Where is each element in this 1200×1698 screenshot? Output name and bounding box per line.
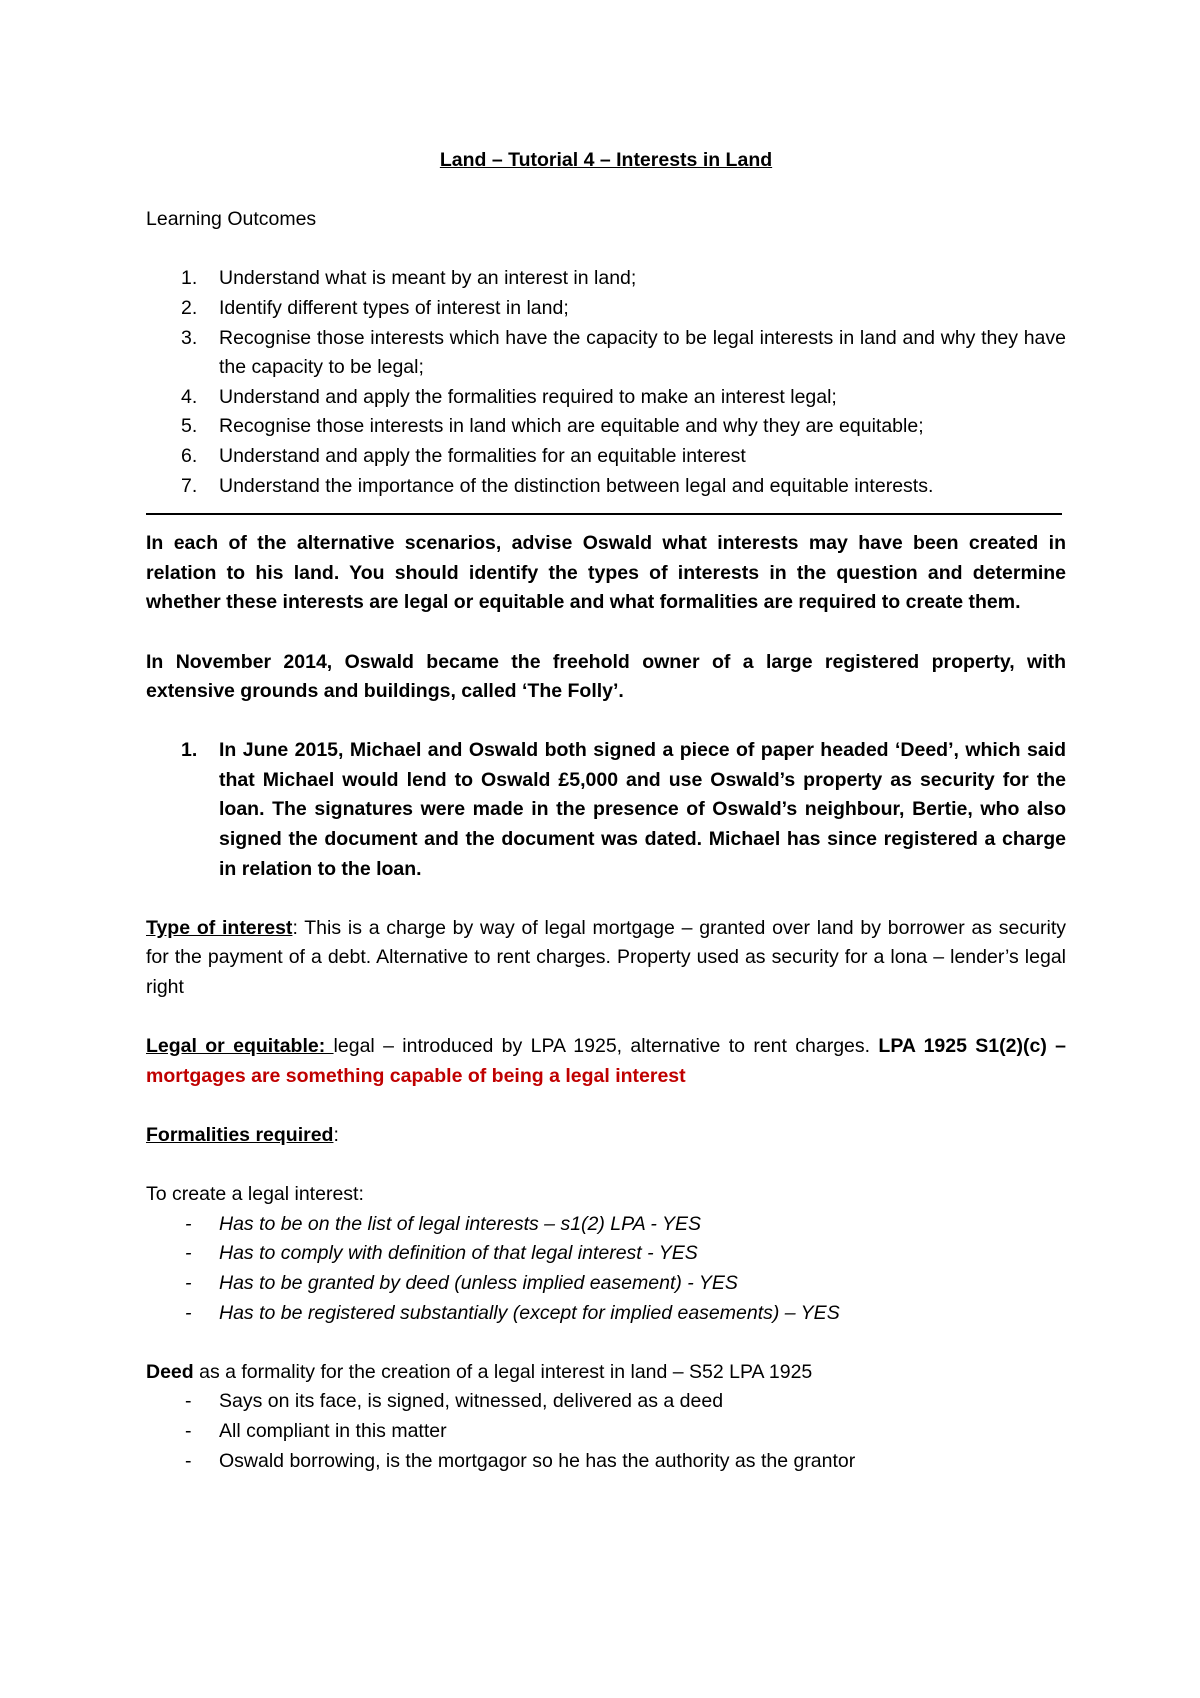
legal-or-equitable-label: Legal or equitable: [146, 1035, 334, 1058]
legal-or-equitable-paragraph: Legal or equitable: legal – introduced by LPA 1925, alternative to rent charges. LPA 1925 S1(2)(c) – mortgages are something capable of being a legal interest [146, 1035, 1066, 1087]
learning-outcomes-heading: Learning Outcomes [146, 208, 317, 231]
legal-requirements-list [146, 1210, 1066, 1328]
deed-heading: Deed as a formality for the creation of a legal interest in land – S52 LPA 1925 [146, 1360, 813, 1383]
list-item: - Says on its face, is signed, witnessed, delivered as a deed [185, 1390, 724, 1413]
list-item: 1. Understand what is meant by an interest in land; [181, 267, 637, 290]
formalities-heading: Formalities required: [146, 1124, 339, 1146]
list-item: - Has to be on the list of legal interests – s1(2) LPA - YES [185, 1212, 701, 1235]
list-item: 3. Recognise those interests which have the capacity to be legal interests in land and why they have the capacity to be legal; [181, 326, 1066, 379]
list-item: - All compliant in this matter [185, 1419, 447, 1442]
scenario-intro: In each of the alternative scenarios, advise Oswald what interests may have been created in relation to his land. You should identify the types of interests in the question and determine whether these interests are legal or equitable and what formalities are required to create them. [146, 532, 1066, 614]
list-item: 5. Recognise those interests in land which are equitable and why they are equitable; [181, 415, 924, 438]
list-item: - Has to be granted by deed (unless implied easement) - YES [185, 1271, 738, 1294]
list-item: - Has to be registered substantially (except for implied easements) – YES [185, 1301, 840, 1324]
list-item: 2. Identify different types of interest in land; [181, 296, 569, 319]
scenario-background: In November 2014, Oswald became the freehold owner of a large registered property, with extensive grounds and buildings, called ‘The Folly’. [146, 650, 1066, 703]
learning-outcomes-list [146, 264, 1066, 501]
section-divider [146, 513, 1062, 515]
list-item: - Has to comply with definition of that legal interest - YES [185, 1242, 698, 1265]
list-item: 1. In June 2015, Michael and Oswald both signed a piece of paper headed ‘Deed’, which said that Michael would lend to Oswald £5,000 and use Oswald’s property as security for the loan. The signatures were made in the presence of Oswald’s neighbour, Bertie, who also signed the document and the document was dated. Michael has since registered a charge in relation to the loan. [181, 739, 1066, 880]
list-item: 4. Understand and apply the formalities required to make an interest legal; [181, 385, 837, 408]
type-of-interest-paragraph: Type of interest: This is a charge by way of legal mortgage – granted over land by borrower as security for the payment of a debt. Alternative to rent charges. Property used as security for a lona – lender’s legal right [146, 916, 1066, 999]
list-item: 7. Understand the importance of the distinction between legal and equitable interests. [181, 474, 934, 497]
create-legal-heading: To create a legal interest: [146, 1183, 364, 1206]
highlighted-note: mortgages are something capable of being a legal interest [146, 1064, 686, 1087]
deed-points-list [146, 1387, 1066, 1476]
document-page [146, 146, 1066, 1476]
list-item: - Oswald borrowing, is the mortgagor so he has the authority as the grantor [185, 1449, 856, 1472]
type-of-interest-label: Type of interest [146, 916, 293, 939]
list-item: 6. Understand and apply the formalities for an equitable interest [181, 444, 746, 467]
document-title: Land – Tutorial 4 – Interests in Land [439, 149, 773, 171]
scenario-list [146, 736, 1066, 884]
